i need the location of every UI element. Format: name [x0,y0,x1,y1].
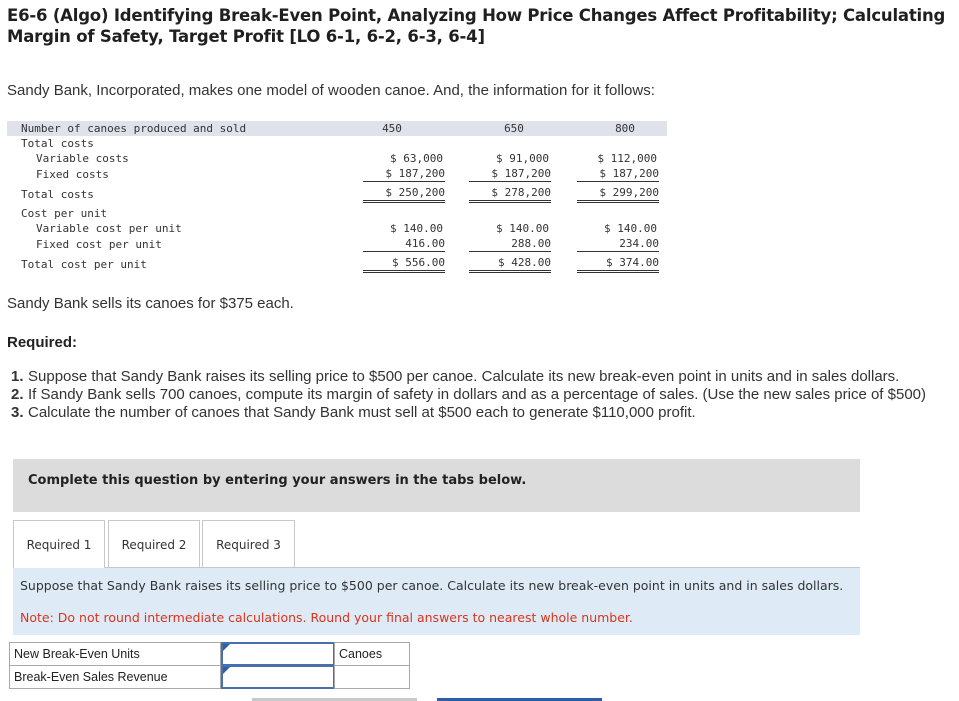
requirement-3 [11,404,946,422]
required-heading: Required: [7,334,78,351]
requirement-1-number: 1. [11,368,24,385]
question-text: Suppose that Sandy Bank raises its selling price to $500 per canoe. Calculate its new break-even point in units and in sales dollars. [20,578,844,593]
answer-unit-canoes: Canoes [334,642,410,666]
col-800: 800 [615,122,635,135]
variable-costs-650: $ 91,000 [496,152,549,165]
fixed-cpu-650: 288.00 [469,236,551,252]
requirement-1 [11,368,946,386]
fixed-cpu-450: 416.00 [363,236,445,252]
variable-costs-label: Variable costs [36,152,129,165]
tab-required-2[interactable]: Required 2 [108,520,200,567]
input-flag-icon [223,644,230,651]
requirement-2-text: If Sandy Bank sells 700 canoes, compute its margin of safety in dollars and as a percentage of sales. (Use the new sales price of $500) [28,386,926,403]
fixed-costs-450: $ 187,200 [363,166,445,182]
page-title: E6-6 (Algo) Identifying Break-Even Point, Analyzing How Price Changes Affect Profitability; Calculating Margin of Safety, Target Profit [LO 6-1, 6-2, 6-3, 6-4] [7,6,946,46]
break-even-units-input[interactable] [221,642,335,666]
break-even-revenue-field[interactable] [223,667,333,687]
instructions-banner [13,459,860,512]
requirement-1-text: Suppose that Sandy Bank raises its selling price to $500 per canoe. Calculate its new break-even point in units and in sales dollars. [28,368,900,385]
col-650: 650 [504,122,524,135]
total-cpu-450: $ 556.00 [363,255,445,273]
break-even-units-field[interactable] [223,644,333,664]
tab-required-1[interactable]: Required 1 [13,520,105,568]
requirements-list [11,368,946,422]
total-cpu-800: $ 374.00 [577,255,659,273]
requirement-2 [11,386,946,404]
variable-cpu-650: $ 140.00 [496,222,549,235]
answer-label-revenue: Break-Even Sales Revenue [9,665,221,689]
intro-text: Sandy Bank, Incorporated, makes one model of wooden canoe. And, the information for it follows: [7,82,655,99]
requirement-2-number: 2. [11,386,24,403]
total-costs-450: $ 250,200 [363,185,445,203]
total-costs-800: $ 299,200 [577,185,659,203]
answer-unit-blank [334,665,410,689]
selling-price-text: Sandy Bank sells its canoes for $375 each. [7,295,294,312]
total-costs-label: Total costs [21,137,94,150]
tab-required-3[interactable]: Required 3 [202,520,295,567]
fixed-costs-650: $ 187,200 [469,166,551,182]
fixed-costs-label: Fixed costs [36,168,109,181]
total-costs-650: $ 278,200 [469,185,551,203]
question-panel [13,568,860,635]
answer-label-units: New Break-Even Units [9,642,221,666]
total-cpu-label: Total cost per unit [21,258,147,271]
break-even-revenue-input[interactable] [221,665,335,689]
total-cpu-650: $ 428.00 [469,255,551,273]
variable-cpu-label: Variable cost per unit [36,222,182,235]
requirement-3-number: 3. [11,404,24,421]
cost-per-unit-label: Cost per unit [21,207,108,220]
fixed-costs-800: $ 187,200 [577,166,659,182]
variable-costs-450: $ 63,000 [390,152,443,165]
fixed-cpu-label: Fixed cost per unit [36,238,162,251]
banner-text: Complete this question by entering your answers in the tabs below. [28,473,527,488]
header-label: Number of canoes produced and sold [21,122,247,135]
input-flag-icon [223,667,230,674]
variable-cpu-450: $ 140.00 [390,222,443,235]
col-450: 450 [382,122,402,135]
fixed-cpu-800: 234.00 [577,236,659,252]
requirement-3-text: Calculate the number of canoes that Sandy Bank must sell at $500 each to generate $110,000 profit. [28,404,696,421]
variable-costs-800: $ 112,000 [597,152,657,165]
total-costs-row-label: Total costs [21,188,94,201]
rounding-note: Note: Do not round intermediate calculations. Round your final answers to nearest whole number. [20,610,633,625]
variable-cpu-800: $ 140.00 [604,222,657,235]
